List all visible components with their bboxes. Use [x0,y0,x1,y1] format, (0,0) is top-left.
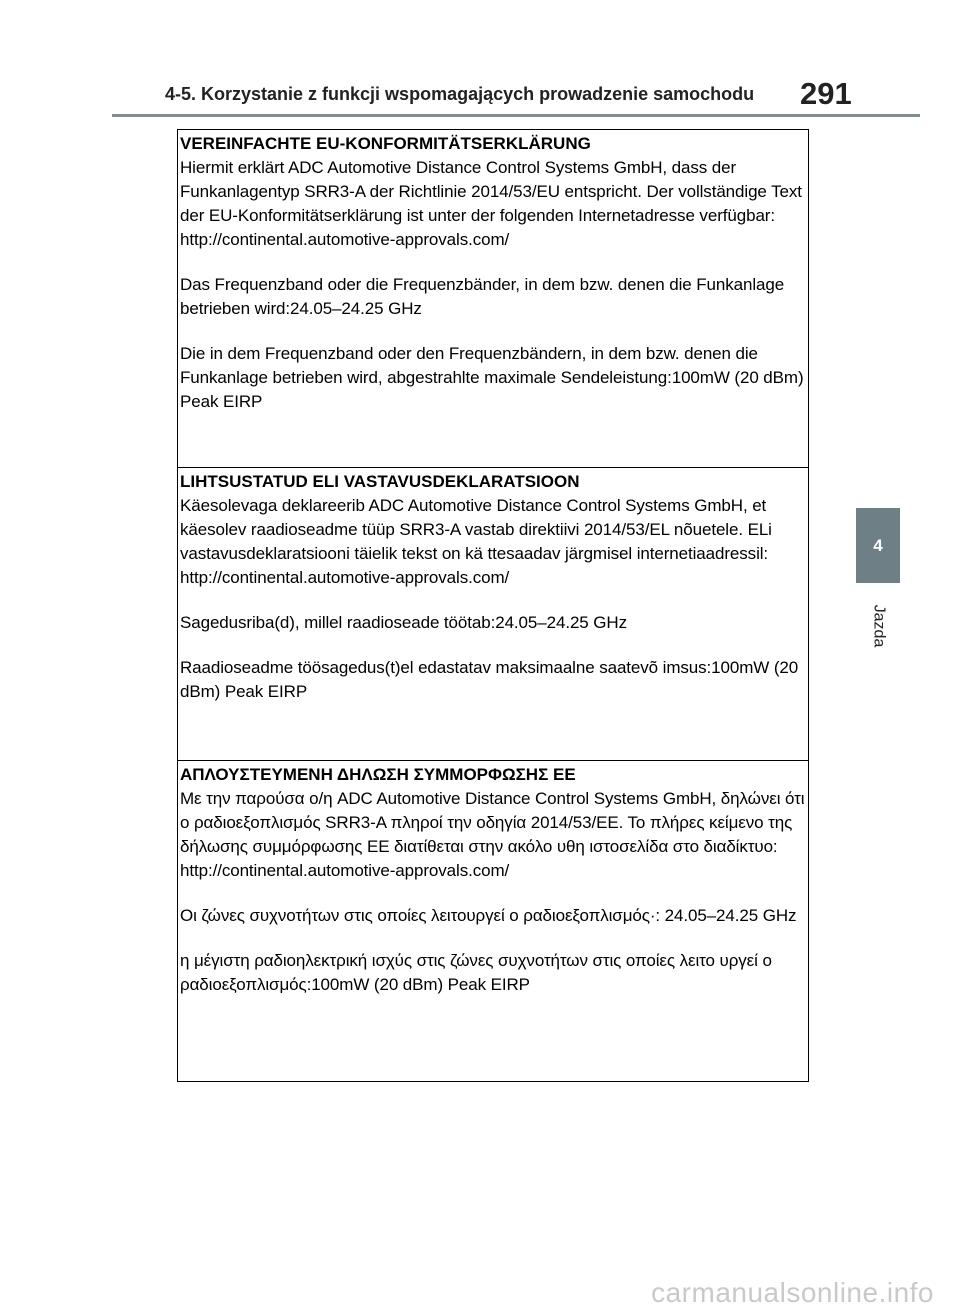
page-header-title: 4-5. Korzystanie z funkcji wspomagających prowadzenie samochodu [165,84,755,104]
section-paragraph: Die in dem Frequenzband oder den Frequenzbändern, in dem bzw. denen die Funkanlage betrieben wird, abgestrahlte maximale Sendeleistung:100mW (20 dBm) Peak EIRP [180,344,804,411]
section-paragraph: Käesolevaga deklareerib ADC Automotive Distance Control Systems GmbH, et käesolev raadioseadme tüüp SRR3-A vastab direktiivi 2014/53/EL nõuetele. ELi vastavusdeklaratsiooni täielik tekst on kä ttesaadav järgmisel internetiaadressil: http://continental.automotive-approvals.com/ [180,496,772,587]
header-divider [112,114,920,117]
section-paragraph: η μέγιστη ραδιοηλεκτρική ισχύς στις ζώνες συχνοτήτων στις οποίες λειτο υργεί ο ραδιοεξοπλισμός:100mW (20 dBm) Peak EIRP [180,951,772,994]
declaration-box [177,129,809,1082]
chapter-tab[interactable] [856,508,900,583]
declaration-section-de [178,130,808,467]
section-paragraph: Οι ζώνες συχνοτήτων στις οποίες λειτουργεί ο ραδιοεξοπλισμός·: 24.05–24.25 GHz [180,906,797,925]
page-number: 291 [800,76,852,111]
chapter-tab-number: 4 [873,535,883,555]
site-watermark: carmanualsonline.info [651,1277,934,1308]
declaration-section-et [178,467,808,760]
chapter-tab-label-text: Jazda [870,604,888,648]
section-paragraph: Hiermit erklärt ADC Automotive Distance Control Systems GmbH, dass der Funkanlagentyp SRR3-A der Richtlinie 2014/53/EU entspricht. Der vollständige Text der EU-Konformitätserklärung ist unter der folgenden Internetadresse verfügbar: http://continental.automotive-approvals.com/ [180,158,802,249]
section-heading: LIHTSUSTATUD ELI VASTAVUSDEKLARATSIOON [180,472,580,491]
section-paragraph: Με την παρούσα ο/η ADC Automotive Distance Control Systems GmbH, δηλώνει ότι ο ραδιοεξοπλισμός SRR3-A πληροί την οδηγία 2014/53/ΕΕ. Το πλήρες κείμενο της δήλωσης συμμόρφωσης ΕΕ διατίθεται στην ακόλο υθη ιστοσελίδα στο διαδίκτυο: http://continental.automotive-approvals.com/ [180,789,805,880]
section-paragraph: Sagedusriba(d), millel raadioseade töötab:24.05–24.25 GHz [180,613,627,632]
chapter-tab-label [860,596,896,656]
section-heading: VEREINFACHTE EU-KONFORMITÄTSERKLÄRUNG [180,134,591,153]
declaration-section-el [178,760,808,1082]
section-heading: ΑΠΛΟΥΣΤΕΥΜΕΝΗ ΔΗΛΩΣΗ ΣΥΜΜΟΡΦΩΣΗΣ ΕΕ [180,765,576,784]
section-paragraph: Raadioseadme töösagedus(t)el edastatav maksimaalne saatevõ imsus:100mW (20 dBm) Peak EIRP [180,658,799,701]
section-paragraph: Das Frequenzband oder die Frequenzbänder, in dem bzw. denen die Funkanlage betrieben wird:24.05–24.25 GHz [180,275,785,318]
